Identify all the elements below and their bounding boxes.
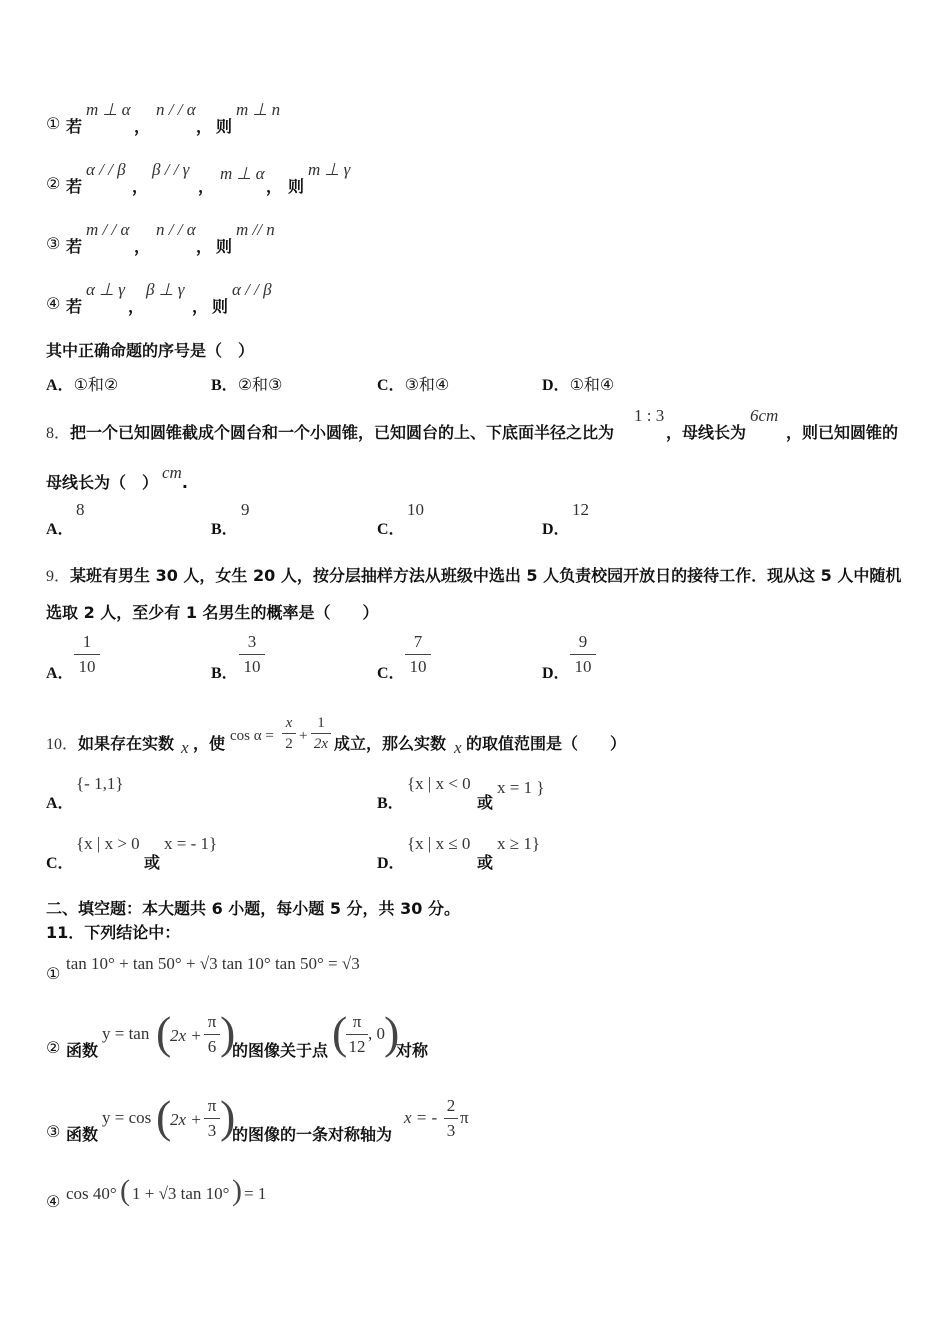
q9-option-c[interactable] bbox=[377, 632, 497, 682]
q9-option-b[interactable] bbox=[211, 632, 331, 682]
fraction-bar bbox=[282, 733, 296, 734]
fraction-x-over-2 bbox=[282, 714, 296, 753]
fraction-numerator: π bbox=[207, 1012, 217, 1031]
comma: ， bbox=[198, 177, 215, 196]
option-fraction bbox=[570, 632, 596, 677]
math-expr: y = tan bbox=[102, 1024, 150, 1043]
q8-text: ，则已知圆锥的 bbox=[786, 423, 899, 442]
comma: ， bbox=[134, 237, 151, 256]
fraction-denominator: 10 bbox=[243, 657, 261, 676]
option-letter: C． bbox=[377, 665, 405, 682]
comma: ， bbox=[196, 237, 213, 256]
option-fraction bbox=[74, 632, 100, 677]
q9-line1 bbox=[46, 563, 901, 586]
q9-option-d[interactable] bbox=[542, 632, 662, 682]
fraction-denominator: 10 bbox=[574, 657, 592, 676]
ruo-text: 若 bbox=[66, 177, 83, 196]
math-expr: β ⊥ γ bbox=[146, 280, 185, 299]
q8-text: 把一个已知圆锥截成个圆台和一个小圆锥，已知圆台的上、下底面半径之比为 bbox=[70, 423, 615, 442]
fraction-numerator: 1 bbox=[317, 715, 325, 731]
q8-line2 bbox=[46, 460, 188, 492]
q7-stem: 其中正确命题的序号是（ ） bbox=[46, 341, 255, 360]
right-paren: ) bbox=[220, 1091, 236, 1142]
label-text: 函数 bbox=[66, 1041, 99, 1060]
math-expr: m // n bbox=[236, 220, 275, 239]
math-expr: m ⊥ γ bbox=[308, 160, 351, 179]
fraction-numerator: 9 bbox=[578, 632, 588, 651]
label-text: 函数 bbox=[66, 1125, 99, 1144]
q11-statement-1 bbox=[46, 954, 466, 984]
ruo-text: 若 bbox=[66, 237, 83, 256]
fraction-denominator: 2x bbox=[313, 736, 329, 752]
q7-option-a[interactable] bbox=[46, 372, 118, 395]
fraction-bar bbox=[405, 654, 431, 655]
ze-text: 则 bbox=[288, 177, 305, 196]
q10-text: ，使 bbox=[193, 734, 226, 753]
fraction-denominator: 10 bbox=[409, 657, 427, 676]
q9-text: 某班有男生 30 人，女生 20 人，按分层抽样方法从班级中选出 5 人负责校园开放日的接待工作．现从这 5 人中随机 bbox=[70, 566, 902, 585]
fraction-bar bbox=[239, 654, 265, 655]
comma: ， bbox=[134, 117, 151, 136]
option-text: ①和④ bbox=[569, 375, 615, 394]
statement-number: ④ bbox=[46, 1192, 61, 1211]
fraction-bar bbox=[204, 1034, 220, 1035]
var-x: x bbox=[181, 738, 189, 757]
fraction-denominator: 10 bbox=[78, 657, 96, 676]
fraction-bar bbox=[570, 654, 596, 655]
math-expr: 1 + √3 tan 10° bbox=[132, 1184, 230, 1203]
math-expr: α ⊥ γ bbox=[86, 280, 125, 299]
length-expr: 6cm bbox=[750, 406, 779, 425]
option-text: ③和④ bbox=[404, 375, 450, 394]
unit-expr: cm bbox=[162, 463, 182, 482]
math-expr: α / / β bbox=[86, 160, 126, 179]
fraction-numerator: 3 bbox=[247, 632, 257, 651]
option-fraction bbox=[239, 632, 265, 677]
fraction-bar bbox=[444, 1118, 458, 1119]
option-fraction bbox=[405, 632, 431, 677]
option-text: ①和② bbox=[73, 375, 119, 394]
statement-number: ④ bbox=[46, 294, 61, 313]
math-expr: 2x + bbox=[170, 1026, 202, 1045]
question-number: 8． bbox=[46, 425, 71, 442]
option-letter: A． bbox=[46, 795, 74, 812]
comma: ， bbox=[132, 177, 149, 196]
option-letter: A． bbox=[46, 521, 74, 538]
ruo-text: 若 bbox=[66, 297, 83, 316]
fraction-pi-over-3 bbox=[204, 1096, 220, 1141]
option-letter: C． bbox=[377, 521, 405, 538]
fraction-numerator: x bbox=[285, 715, 293, 731]
fraction-bar bbox=[346, 1034, 368, 1035]
option-text: ②和③ bbox=[237, 375, 283, 394]
period: . bbox=[181, 473, 188, 492]
statement-number: ① bbox=[46, 964, 61, 983]
question-number: 10． bbox=[46, 736, 79, 753]
right-paren: ) bbox=[220, 1007, 236, 1058]
ze-text: 则 bbox=[216, 237, 233, 256]
q10-text: 的取值范围是（ ） bbox=[466, 734, 627, 753]
comma: ， bbox=[128, 297, 145, 316]
q9-option-a[interactable] bbox=[46, 632, 166, 682]
fraction-bar bbox=[204, 1118, 220, 1119]
math-expr: n / / α bbox=[156, 220, 196, 239]
fraction-denominator: 3 bbox=[446, 1121, 456, 1140]
option-letter: D． bbox=[542, 665, 570, 682]
fraction-bar bbox=[311, 733, 331, 734]
math-expr: 2x + bbox=[170, 1110, 202, 1129]
q10-option-c[interactable] bbox=[46, 834, 306, 872]
q10-text: 如果存在实数 bbox=[78, 734, 175, 753]
fraction-bar bbox=[74, 654, 100, 655]
option-set-tail: x = - 1} bbox=[164, 834, 218, 853]
option-letter: C． bbox=[46, 855, 74, 872]
statement-number: ③ bbox=[46, 234, 61, 253]
option-letter: D． bbox=[377, 855, 405, 872]
left-paren: ( bbox=[120, 1174, 130, 1207]
option-letter: B． bbox=[377, 795, 404, 812]
statement-number: ② bbox=[46, 1038, 61, 1057]
statement-number: ① bbox=[46, 114, 61, 133]
fraction-numerator: 1 bbox=[82, 632, 92, 651]
option-letter: C． bbox=[377, 377, 405, 394]
left-paren: ( bbox=[332, 1007, 348, 1058]
option-letter: A． bbox=[46, 377, 74, 394]
option-set: {- 1,1} bbox=[76, 774, 124, 793]
question-number: 9． bbox=[46, 568, 71, 585]
q10-text: 成立，那么实数 bbox=[334, 734, 447, 753]
q8-text: ，母线长为 bbox=[666, 423, 747, 442]
pi-symbol: π bbox=[460, 1108, 469, 1127]
plus-sign: + bbox=[299, 728, 308, 744]
option-value: 8 bbox=[76, 500, 85, 519]
left-paren: ( bbox=[156, 1007, 172, 1058]
option-letter: B． bbox=[211, 665, 238, 682]
option-value: 9 bbox=[241, 500, 250, 519]
q8-line1 bbox=[46, 406, 916, 440]
option-set: {x | x > 0 bbox=[76, 834, 140, 853]
or-text: 或 bbox=[477, 853, 494, 872]
math-expr: n / / α bbox=[156, 100, 196, 119]
q10-stem bbox=[46, 714, 746, 760]
math-expr: = 1 bbox=[244, 1184, 267, 1203]
math-expr: m ⊥ α bbox=[86, 100, 131, 119]
math-expr: y = cos bbox=[102, 1108, 152, 1127]
math-expr: x = - bbox=[404, 1108, 438, 1127]
math-expr: cos 40° bbox=[66, 1184, 117, 1203]
q11-statement-4 bbox=[46, 1174, 466, 1212]
math-expr: m ⊥ n bbox=[236, 100, 281, 119]
math-expr: tan 10° + tan 50° + √3 tan 10° tan 50° = √3 bbox=[66, 954, 360, 973]
left-paren: ( bbox=[156, 1091, 172, 1142]
option-set-tail: x = 1 } bbox=[497, 778, 545, 797]
fraction-numerator: 7 bbox=[413, 632, 423, 651]
fraction-numerator: 2 bbox=[446, 1096, 456, 1115]
q9-line2: 选取 2 人，至少有 1 名男生的概率是（ ） bbox=[46, 603, 379, 622]
right-paren: ) bbox=[384, 1007, 400, 1058]
fraction-numerator: π bbox=[352, 1012, 362, 1031]
option-value: 10 bbox=[407, 500, 424, 519]
section-heading: 二、填空题：本大题共 6 小题，每小题 5 分，共 30 分。 bbox=[46, 899, 460, 918]
q11-stem: 11．下列结论中： bbox=[46, 923, 181, 942]
q10-option-d[interactable] bbox=[377, 834, 637, 872]
fraction-denominator: 2 bbox=[285, 736, 293, 752]
math-expr: m ⊥ α bbox=[220, 164, 265, 183]
statement-number: ③ bbox=[46, 1122, 61, 1141]
label-text: 的图像的一条对称轴为 bbox=[232, 1125, 393, 1144]
q7-option-c[interactable] bbox=[377, 372, 449, 395]
option-set: {x | x ≤ 0 bbox=[407, 834, 471, 853]
option-value: 12 bbox=[572, 500, 589, 519]
fraction-pi-over-12 bbox=[346, 1012, 368, 1057]
label-text: 的图像关于点 bbox=[232, 1041, 329, 1060]
ratio-expr: 1 : 3 bbox=[634, 406, 665, 425]
math-expr: α / / β bbox=[232, 280, 272, 299]
comma: ， bbox=[192, 297, 209, 316]
math-expr: m / / α bbox=[86, 220, 130, 239]
ze-text: 则 bbox=[212, 297, 229, 316]
comma: ， bbox=[266, 177, 283, 196]
ruo-text: 若 bbox=[66, 117, 83, 136]
statement-number: ② bbox=[46, 174, 61, 193]
math-expr: , 0 bbox=[368, 1024, 385, 1043]
q7-option-d[interactable] bbox=[542, 372, 614, 395]
fraction-denominator: 6 bbox=[207, 1037, 217, 1056]
fraction-numerator: π bbox=[207, 1096, 217, 1115]
option-letter: A． bbox=[46, 665, 74, 682]
option-set-tail: x ≥ 1} bbox=[497, 834, 540, 853]
option-letter: B． bbox=[211, 521, 238, 538]
or-text: 或 bbox=[477, 793, 494, 812]
fraction-1-over-2x bbox=[311, 714, 331, 753]
math-expr: β / / γ bbox=[152, 160, 190, 179]
right-paren: ) bbox=[232, 1174, 242, 1207]
q10-option-b[interactable] bbox=[377, 774, 637, 812]
option-letter: D． bbox=[542, 521, 570, 538]
q10-option-a[interactable] bbox=[46, 774, 246, 812]
option-letter: D． bbox=[542, 377, 570, 394]
option-letter: B． bbox=[211, 377, 238, 394]
ze-text: 则 bbox=[216, 117, 233, 136]
option-set: {x | x < 0 bbox=[407, 774, 471, 793]
q8-text: 母线长为（ ） bbox=[46, 473, 159, 492]
fraction-denominator: 3 bbox=[207, 1121, 217, 1140]
or-text: 或 bbox=[144, 853, 161, 872]
fraction-pi-over-6 bbox=[204, 1012, 220, 1057]
comma: ， bbox=[196, 117, 213, 136]
label-text: 对称 bbox=[396, 1041, 429, 1060]
cos-expr: cos α = bbox=[230, 728, 274, 744]
q11-statement-3 bbox=[46, 1091, 506, 1148]
var-x: x bbox=[454, 738, 462, 757]
q7-option-b[interactable] bbox=[211, 372, 282, 395]
fraction-denominator: 12 bbox=[348, 1037, 366, 1056]
fraction-2-over-3 bbox=[444, 1096, 458, 1141]
q11-statement-2 bbox=[46, 1007, 466, 1064]
